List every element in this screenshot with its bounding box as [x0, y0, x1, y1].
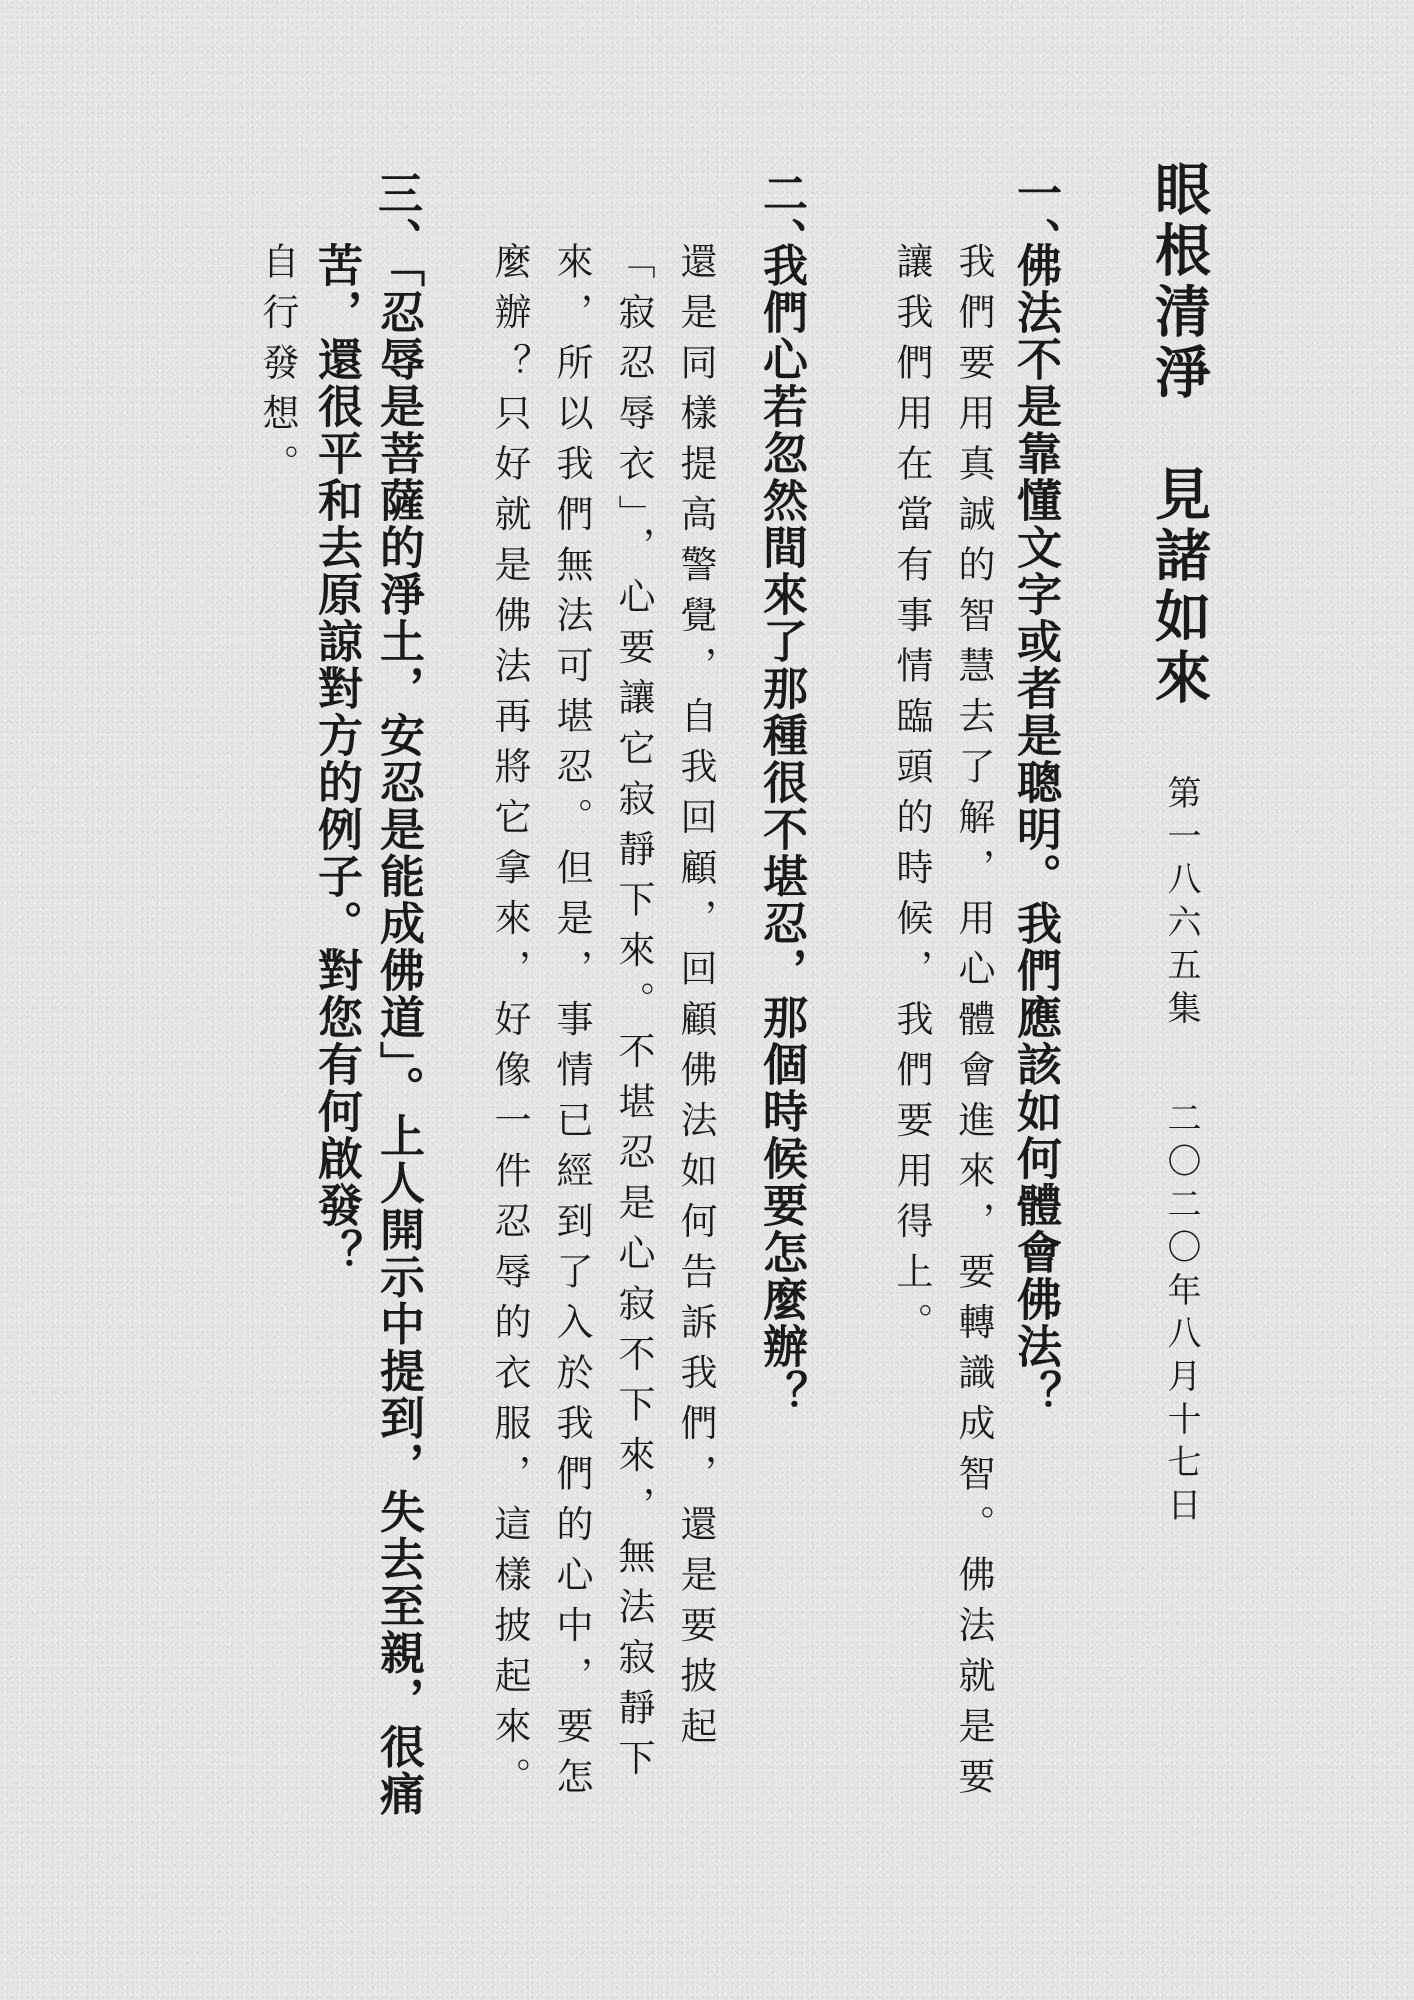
episode-date: 二〇二〇年八月十七日	[1161, 1100, 1201, 1530]
question-2-number: 二、	[755, 170, 808, 264]
question-2-text: 我們心若忽然間來了那種很不堪忍，那個時候要怎麼辦？	[755, 242, 808, 1417]
question-3-text: 「忍辱是菩薩的淨土，安忍是能成佛道」。上人開示中提到，失去至親，很痛苦，還很平和去原諒對方的例子。對您有何啟發？	[310, 242, 425, 1818]
page-title: 眼根清淨 見諸如來	[1146, 160, 1211, 709]
answer-3-text: 自行發想。	[256, 242, 299, 495]
question-1-number: 一、	[1009, 170, 1062, 264]
answer-2-text: 還是同樣提高警覺，自我回顧，回顧佛法如何告訴我們，還是要披起「寂忍辱衣」，心要讓它寂靜下來。不堪忍是心寂不下來，無法寂靜下來，所以我們無法可堪忍。但是，事情已經到了入於我們的心中，要怎麼辦？只好就是佛法再將它拿來，好像一件忍辱的衣服，這樣披起來。	[488, 242, 717, 1808]
question-3-number: 三、	[370, 170, 423, 264]
answer-1-text: 我們要用真誠的智慧去了解，用心體會進來，要轉識成智。佛法就是要讓我們用在當有事情臨頭的時候，我們要用得上。	[890, 242, 995, 1808]
episode-number: 第一八六五集	[1161, 775, 1201, 1033]
question-1-text: 佛法不是靠懂文字或者是聰明。我們應該如何體會佛法？	[1009, 242, 1062, 1417]
